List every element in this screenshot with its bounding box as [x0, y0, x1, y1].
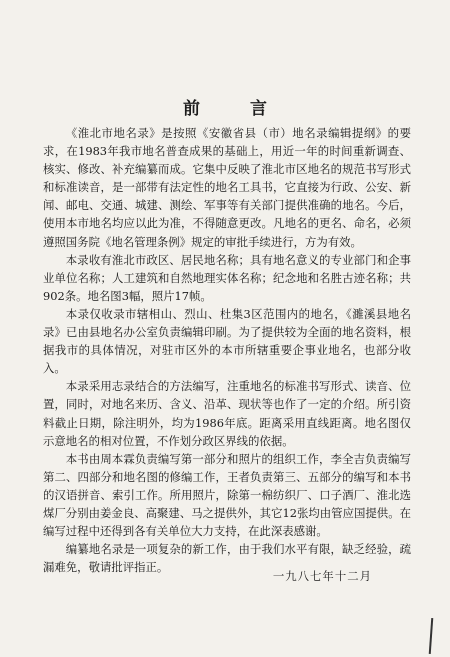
preface-body [43, 124, 411, 576]
paragraph-3: 本录仅收录市辖相山、烈山、杜集3区范围内的地名，《濉溪县地名录》已由县地名办公室负责编辑印刷。为了提供较为全面的地名资料，根据我市的具体情况，对驻市区外的本市所辖重要企事业地名，也部分收入。 [43, 306, 411, 376]
paragraph-6: 编纂地名录是一项复杂的新工作，由于我们水平有限，缺乏经验，疏漏难免，敬请批评指正。 [43, 542, 411, 575]
paragraph-4: 本录采用志录结合的方法编写，注重地名的标准书写形式、读音、位置，同时，对地名来历、含义、沿革、现状等也作了一定的介绍。所引资料截止日期，除注明外，均为1986年底。距离采用直线距离。地名图仅示意地名的相对位置，不作划分政区界线的依据。 [43, 379, 411, 448]
margin-pen-mark [429, 618, 433, 654]
paragraph-2: 本录收有淮北市政区、居民地名称；具有地名意义的专业部门和企事业单位名称；人工建筑和自然地理实体名称；纪念地和名胜古迹名称；共902条。地名图3幅，照片17帧。 [43, 252, 411, 303]
page-title: 前 言 [183, 99, 289, 119]
paragraph-5: 本书由周本霖负责编写第一部分和照片的组织工作，李全吉负责编写第二、四部分和地名图的修编工作，王者负责第三、五部分的编写和本书的汉语拼音、索引工作。所用照片，除第一棉纺织厂、口子酒厂、淮北选煤厂分别由姜金良、高聚建、马之提供外，其它12张均由管应国提供。在编写过程中还得到各有关单位大力支持，在此深表感谢。 [43, 451, 411, 539]
date-line: 一九八七年十二月 [272, 569, 372, 583]
paragraph-1: 《淮北市地名录》是按照《安徽省县（市）地名录编辑提纲》的要求，在1983年我市地名普查成果的基础上，用近一年的时间重新调查、核实、修改、补充编纂而成。它集中反映了淮北市区地名的规范书写形式和标准读音，是一部带有法定性的地名工具书，它直接为行政、公安、新闻、邮电、交通、城建、测绘、军事等有关部门提供准确的地名。今后，使用本市地名均应以此为准，不得随意更改。凡地名的更名、命名，必须遵照国务院《地名管理条例》规定的审批手续进行，方为有效。 [43, 126, 411, 249]
